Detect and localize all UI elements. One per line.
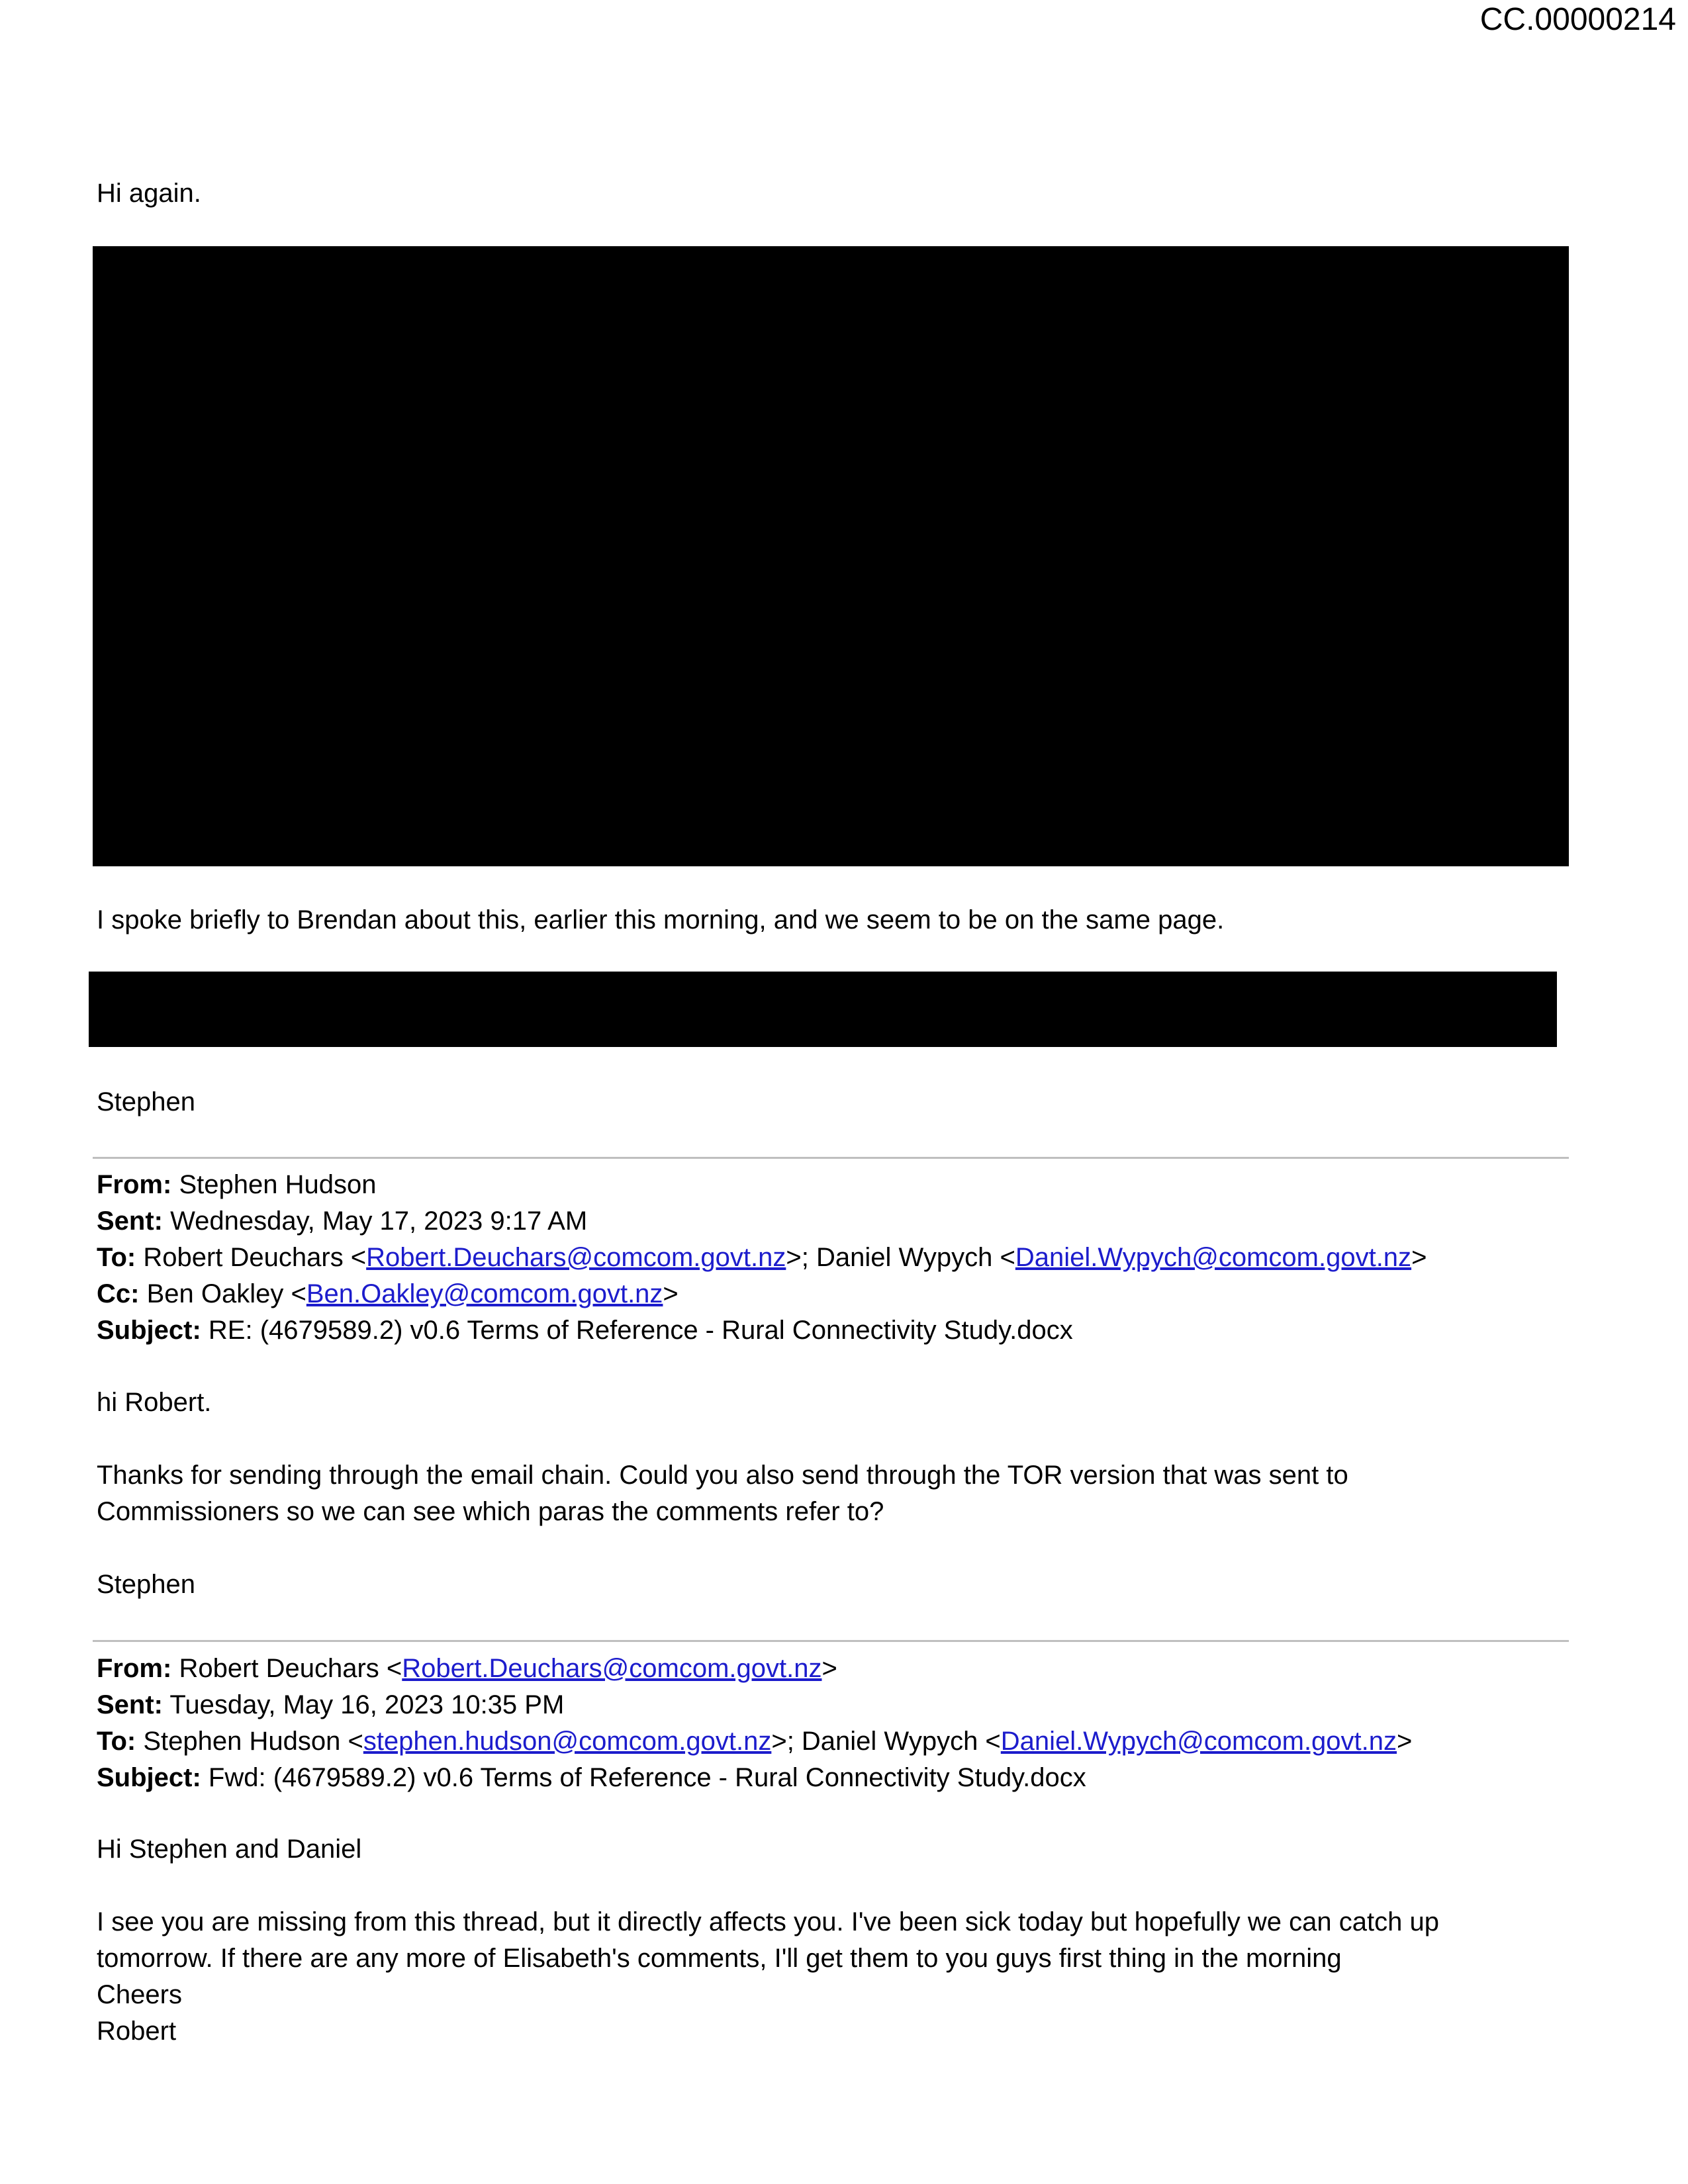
email-separator: [93, 1157, 1569, 1159]
greeting-text: Hi again.: [97, 179, 201, 208]
document-id: CC.00000214: [1479, 2, 1676, 37]
redaction-block-small: [89, 972, 1557, 1047]
email2-greeting: Hi Stephen and Daniel: [97, 1835, 362, 1864]
cc-row: Cc: Ben Oakley <Ben.Oakley@comcom.govt.nz>: [97, 1279, 679, 1308]
email-link[interactable]: Daniel.Wypych@comcom.govt.nz: [1000, 1727, 1397, 1756]
to-row: To: Stephen Hudson <stephen.hudson@comcom.govt.nz>; Daniel Wypych <Daniel.Wypych@comcom.govt.nz>: [97, 1727, 1413, 1756]
email1-greeting: hi Robert.: [97, 1388, 212, 1417]
signoff-text: Stephen: [97, 1087, 196, 1116]
to-row: To: Robert Deuchars <Robert.Deuchars@comcom.govt.nz>; Daniel Wypych <Daniel.Wypych@comcom.govt.nz>: [97, 1243, 1427, 1272]
email1-signoff: Stephen: [97, 1570, 196, 1599]
from-row: From: Robert Deuchars <Robert.Deuchars@comcom.govt.nz>: [97, 1654, 837, 1683]
email-link[interactable]: stephen.hudson@comcom.govt.nz: [363, 1727, 772, 1756]
from-row: From: Stephen Hudson: [97, 1170, 377, 1199]
email-link[interactable]: Robert.Deuchars@comcom.govt.nz: [366, 1243, 786, 1272]
email-link[interactable]: Robert.Deuchars@comcom.govt.nz: [402, 1654, 822, 1683]
subject-row: Subject: Fwd: (4679589.2) v0.6 Terms of Reference - Rural Connectivity Study.docx: [97, 1763, 1086, 1792]
redaction-block-large: [93, 246, 1569, 866]
email2-body: I see you are missing from this thread, but it directly affects you. I've been sick today but hopefully we can catch up tomorrow. If there are any more of Elisabeth's comments, I'll get them to you guys first thing in the morning Cheers Robert: [97, 1907, 1439, 2046]
subject-row: Subject: RE: (4679589.2) v0.6 Terms of Reference - Rural Connectivity Study.docx: [97, 1316, 1073, 1345]
email-separator: [93, 1640, 1569, 1642]
email-link[interactable]: Daniel.Wypych@comcom.govt.nz: [1015, 1243, 1412, 1272]
email1-body: Thanks for sending through the email chain. Could you also send through the TOR version that was sent to Commissioners so we can see which paras the comments refer to?: [97, 1461, 1348, 1526]
sent-row: Sent: Tuesday, May 16, 2023 10:35 PM: [97, 1690, 565, 1719]
sent-row: Sent: Wednesday, May 17, 2023 9:17 AM: [97, 1206, 588, 1236]
email-header-1: [97, 1167, 1427, 1349]
body-text: I spoke briefly to Brendan about this, earlier this morning, and we seem to be on the same page.: [97, 905, 1225, 934]
email-header-2: [97, 1651, 1412, 1796]
email-link[interactable]: Ben.Oakley@comcom.govt.nz: [306, 1279, 663, 1308]
